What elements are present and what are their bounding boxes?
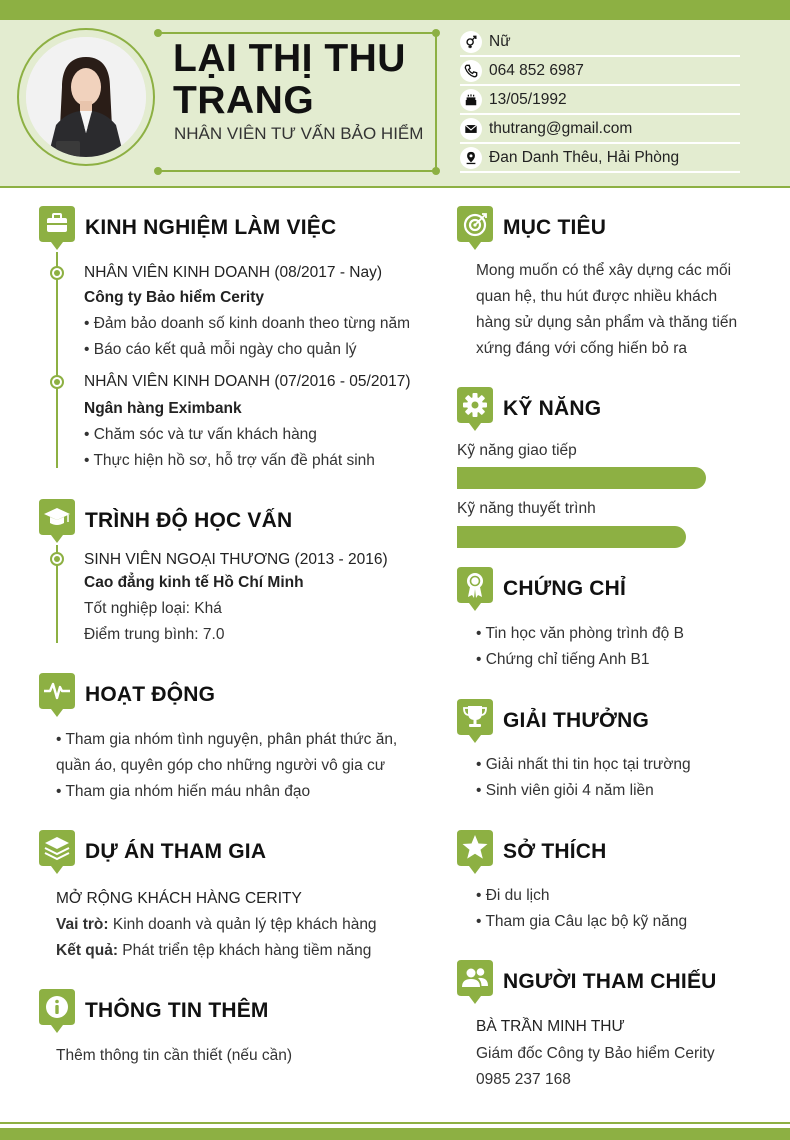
objective-line: xứng đáng với cống hiến bỏ ra [476,340,687,357]
gear-icon [457,387,493,431]
skill-level-bar [457,467,706,489]
awards-section-header [457,699,649,743]
full-name: LẠI THỊ THU TRANG [173,37,406,122]
timeline-dot [50,266,64,280]
project-result-text: Phát triển tệp khách hàng tiềm năng [118,942,372,959]
education-title: TRÌNH ĐỘ HỌC VẤN [85,509,293,532]
birthday-cake-icon [460,89,482,111]
resume-header [0,20,790,188]
job-title: NHÂN VIÊN TƯ VẤN BẢO HIỂM [174,124,424,143]
experience-title: KINH NGHIỆM LÀM VIỆC [85,216,337,239]
education-gpa: Điểm trung bình: 7.0 [84,626,225,643]
trophy-icon [457,699,493,743]
certificate-item: • Tin học văn phòng trình độ B [476,625,684,642]
hobbies-title: SỞ THÍCH [503,840,607,863]
timeline-dot [50,375,64,389]
objective-section-header [457,206,606,250]
skills-title: KỸ NĂNG [503,397,602,420]
objective-line: hàng sử dụng sản phẩm và thăng tiến [476,314,738,331]
contact-gender [460,28,740,57]
job-2-heading [84,373,411,391]
reference-position: Giám đốc Công ty Bảo hiểm Cerity [476,1045,715,1062]
education-section-header [39,499,292,543]
certificates-section-header [457,567,626,611]
contact-phone [460,57,740,86]
phone-icon [460,60,482,82]
name-side-divider [435,34,437,170]
hobbies-section-header [457,830,607,874]
award-item: • Sinh viên giỏi 4 năm liền [476,782,654,799]
experience-section-header [39,206,336,250]
email-icon [460,118,482,140]
target-icon [457,206,493,250]
job-2-position: NHÂN VIÊN KINH DOANH [84,373,271,390]
reference-name: BÀ TRẦN MINH THƯ [476,1018,625,1035]
timeline-dot [50,552,64,566]
contact-birthday [460,86,740,115]
objective-line: Mong muốn có thể xây dựng các mối [476,262,732,279]
avatar-frame [17,28,155,166]
briefcase-icon [39,206,75,250]
job-1-period: (08/2017 - Nay) [270,264,383,281]
job-2-period: (07/2016 - 05/2017) [270,373,411,390]
contact-email-text: thutrang@gmail.com [489,119,633,137]
skill-level-bar [457,526,686,548]
certificate-badge-icon [457,567,493,611]
contact-address [460,144,740,173]
contact-birthday-text: 13/05/1992 [489,90,567,108]
project-role [56,916,377,934]
education-period: (2013 - 2016) [290,551,388,568]
job-2-bullet: • Thực hiện hồ sơ, hỗ trợ vấn đề phát sinh [84,452,375,469]
name-top-divider [158,32,436,34]
job-1-position: NHÂN VIÊN KINH DOANH [84,264,271,281]
project-result-label: Kết quả: [56,942,118,959]
more-info-title: THÔNG TIN THÊM [85,999,269,1022]
star-icon [457,830,493,874]
projects-title: DỰ ÁN THAM GIA [85,840,267,863]
reference-phone: 0985 237 168 [476,1071,571,1088]
contact-phone-text: 064 852 6987 [489,61,584,79]
hobby-item: • Tham gia Câu lạc bộ kỹ năng [476,913,688,930]
bottom-accent-bar [0,1128,790,1140]
activities-section-header [39,673,215,717]
certificate-item: • Chứng chỉ tiếng Anh B1 [476,651,650,668]
skill-name: Kỹ năng thuyết trình [457,500,596,517]
info-icon [39,989,75,1033]
activities-line: • Tham gia nhóm hiến máu nhân đạo [56,783,311,800]
contact-gender-text: Nữ [489,32,511,50]
job-1-company: Công ty Bảo hiểm Cerity [84,289,264,306]
objective-title: MỤC TIÊU [503,216,607,239]
gender-icon [460,31,482,53]
certificates-title: CHỨNG CHỈ [503,577,627,600]
graduation-cap-icon [39,499,75,543]
contact-email [460,115,740,144]
objective-line: quan hệ, thu hút được nhiều khách [476,288,718,305]
activities-line: • Tham gia nhóm tình nguyện, phân phát thức ăn, [56,731,398,748]
bottom-divider [0,1122,790,1124]
contact-address-text: Đan Danh Thêu, Hải Phòng [489,148,680,166]
references-title: NGƯỜI THAM CHIẾU [503,970,717,993]
education-heading [84,551,388,569]
job-1-bullet: • Báo cáo kết quả mỗi ngày cho quản lý [84,341,357,358]
layers-icon [39,830,75,874]
location-icon [460,147,482,169]
education-grade: Tốt nghiệp loại: Khá [84,600,222,617]
job-2-company: Ngân hàng Eximbank [84,400,242,417]
activities-line: quần áo, quyên góp cho những người vô gia cư [56,757,386,774]
job-2-bullet: • Chăm sóc và tư vấn khách hàng [84,426,317,443]
users-icon [457,960,493,1004]
more-info-text: Thêm thông tin cần thiết (nếu cần) [56,1047,293,1064]
more-info-section-header [39,989,269,1033]
avatar [26,37,146,157]
skills-section-header [457,387,601,431]
award-item: • Giải nhất thi tin học tại trường [476,756,691,773]
project-role-label: Vai trò: [56,916,109,933]
activities-title: HOẠT ĐỘNG [85,683,216,706]
top-accent-bar [0,0,790,20]
projects-section-header [39,830,266,874]
awards-title: GIẢI THƯỞNG [503,709,650,732]
hobby-item: • Đi du lịch [476,887,550,904]
experience-timeline [56,252,58,468]
job-1-bullet: • Đảm bảo doanh số kinh doanh theo từng năm [84,315,411,332]
education-major: SINH VIÊN NGOẠI THƯƠNG [84,551,291,568]
contact-list [460,28,740,173]
project-role-text: Kinh doanh và quản lý tệp khách hàng [108,916,377,933]
name-bottom-divider [158,170,436,172]
pulse-icon [39,673,75,717]
project-name: MỞ RỘNG KHÁCH HÀNG CERITY [56,890,302,907]
skill-name: Kỹ năng giao tiếp [457,442,577,459]
job-1-heading [84,264,382,282]
references-section-header [457,960,717,1004]
education-school: Cao đẳng kinh tế Hồ Chí Minh [84,574,304,591]
project-result [56,942,371,960]
